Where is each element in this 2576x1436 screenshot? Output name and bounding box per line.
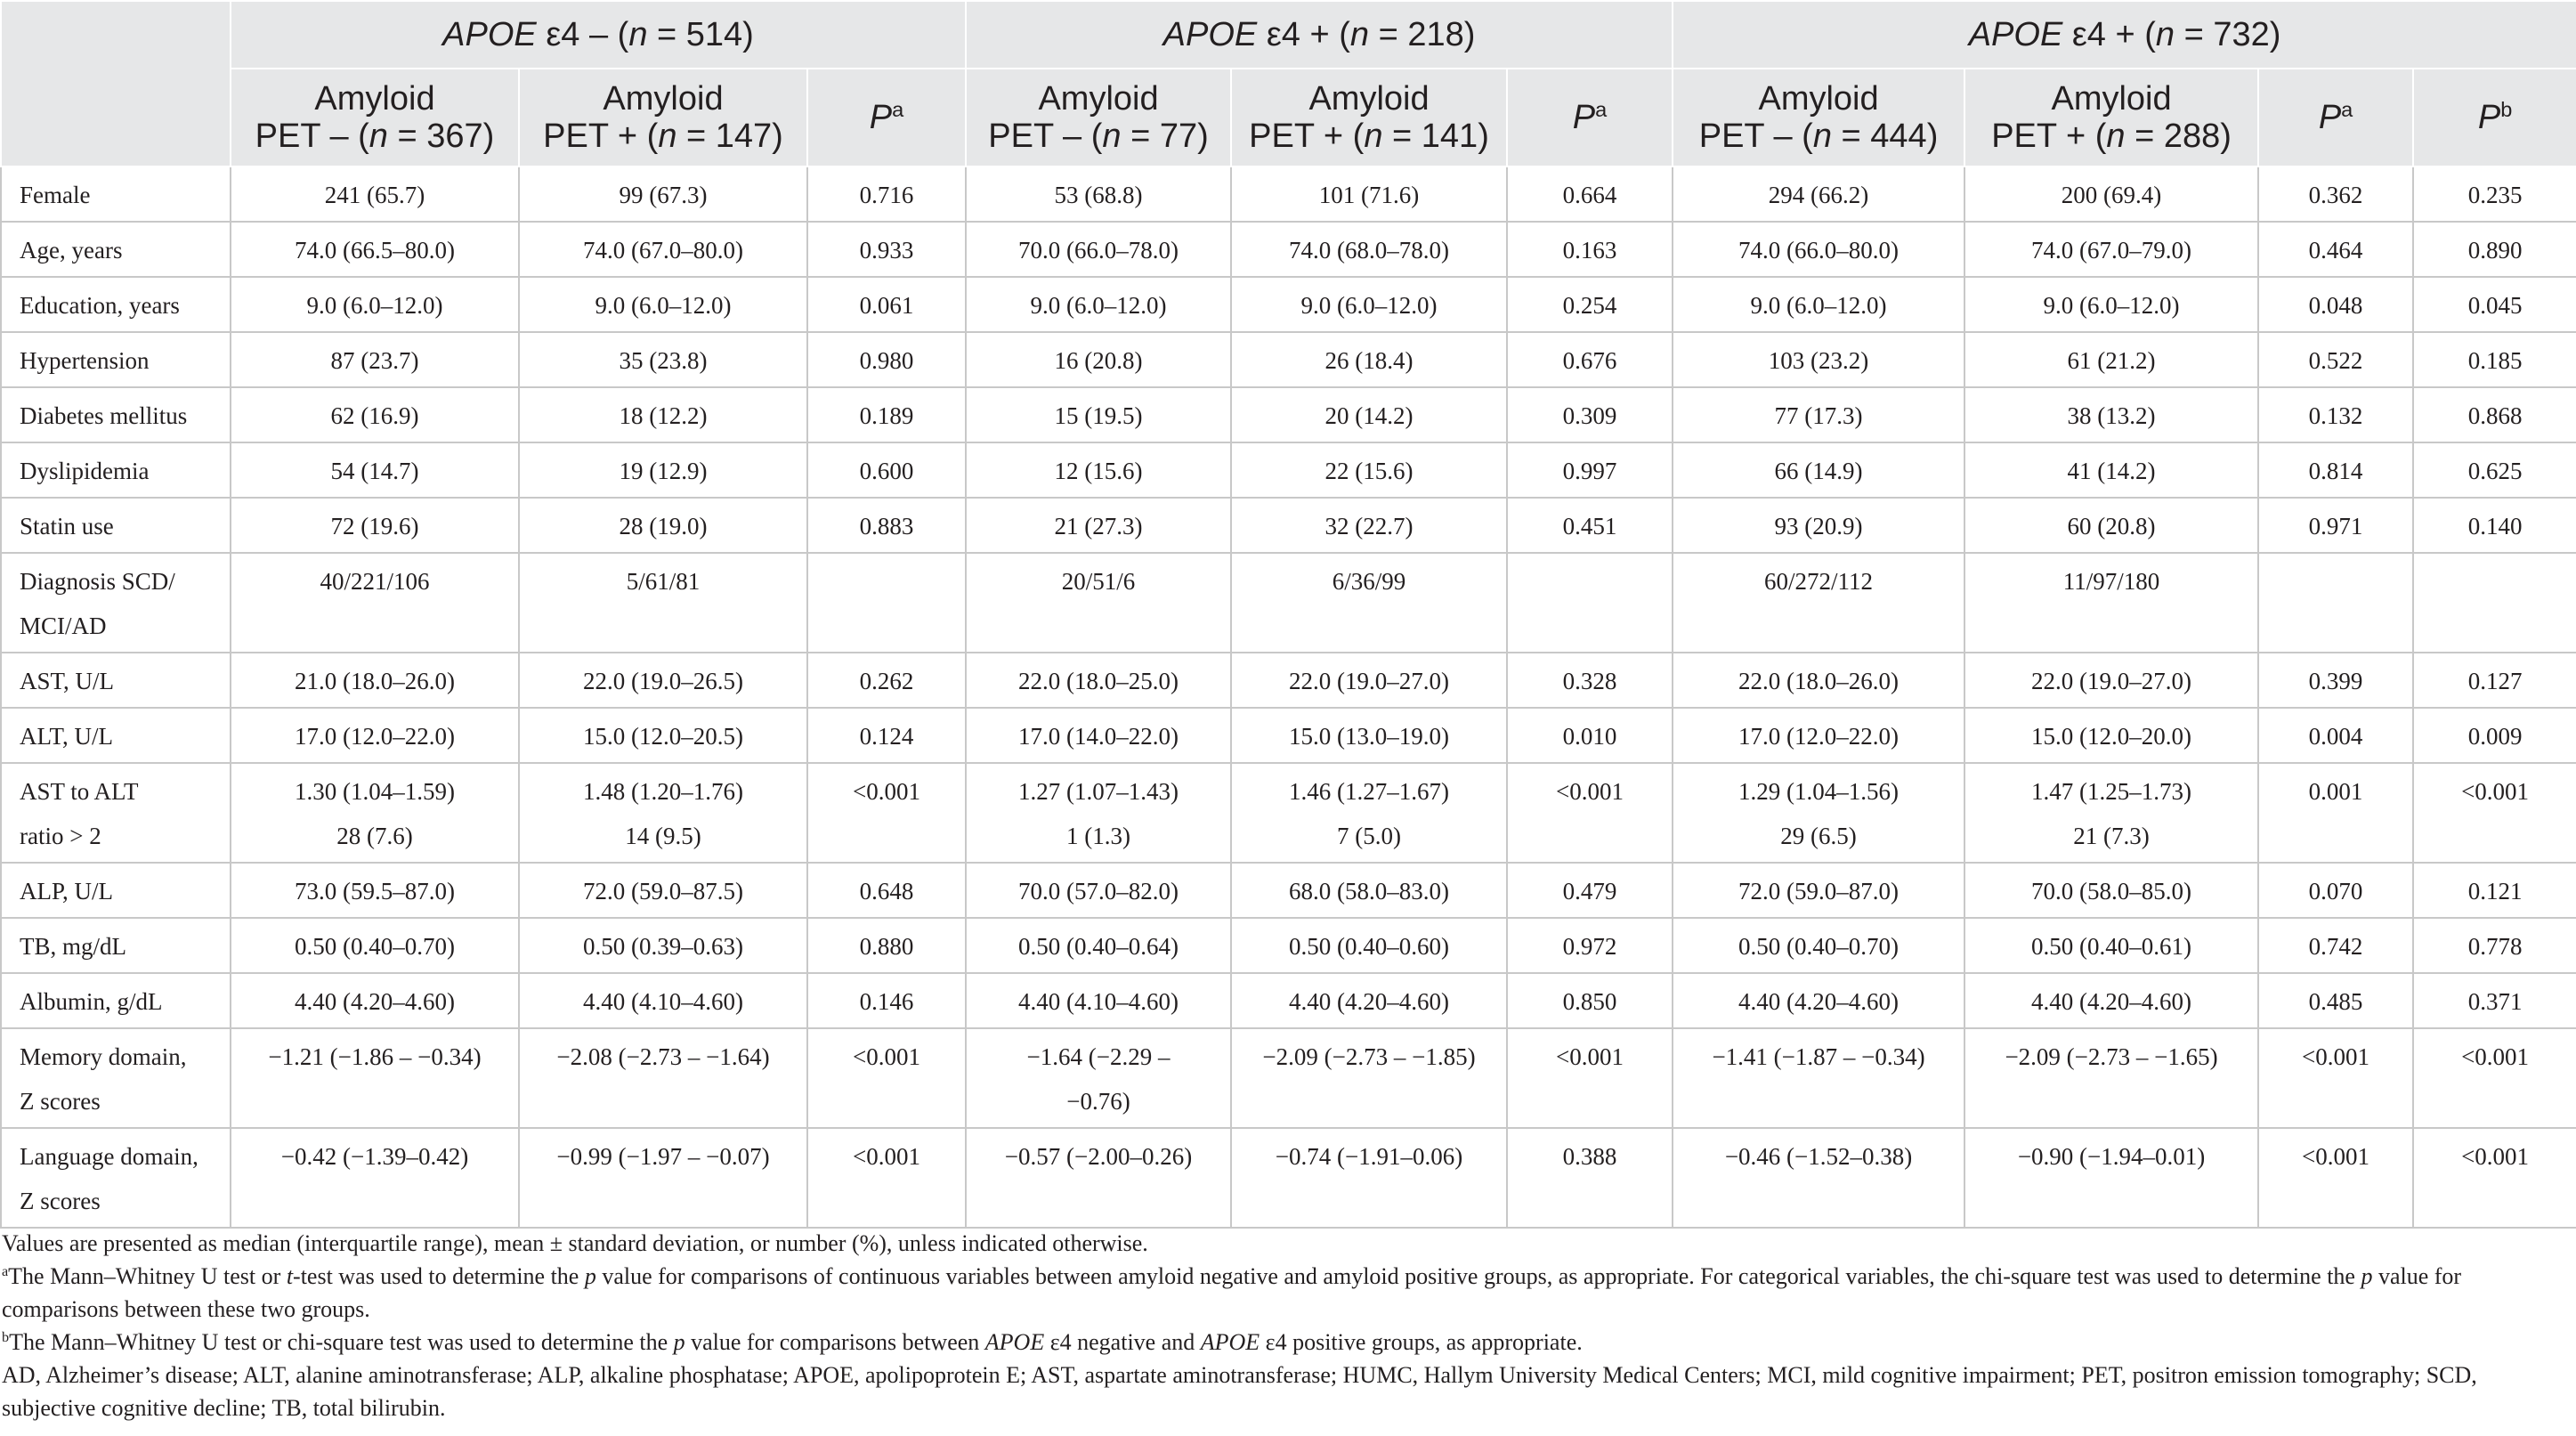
subheader-neg-1: Amyloid PET – (n = 367) xyxy=(231,69,519,166)
table-cell: <0.001 xyxy=(2413,1028,2576,1128)
table-cell: 73.0 (59.5–87.0) xyxy=(231,863,519,918)
table-cell: 9.0 (6.0–12.0) xyxy=(1964,277,2258,332)
table-cell: <0.001 xyxy=(1507,763,1673,863)
subheader-p-1: $P^a$ xyxy=(807,69,966,166)
table-cell: 28 (19.0) xyxy=(519,498,807,553)
table-cell: 5/61/81 xyxy=(519,553,807,653)
table-cell: 0.399 xyxy=(2258,653,2413,708)
subheader-pos-2: Amyloid PET + (n = 141) xyxy=(1231,69,1507,166)
table-cell: 35 (23.8) xyxy=(519,332,807,387)
table-cell: 0.485 xyxy=(2258,973,2413,1028)
table-cell: 74.0 (68.0–78.0) xyxy=(1231,222,1507,277)
table-cell: 294 (66.2) xyxy=(1673,166,1964,222)
table-cell: 70.0 (66.0–78.0) xyxy=(966,222,1231,277)
group-header-row xyxy=(1,1,2576,69)
table-cell: 0.625 xyxy=(2413,442,2576,498)
table-cell: 0.933 xyxy=(807,222,966,277)
table-cell: 22.0 (18.0–26.0) xyxy=(1673,653,1964,708)
table-row xyxy=(1,653,2576,708)
table-cell: −1.21 (−1.86 – −0.34) xyxy=(231,1028,519,1128)
table-cell: 241 (65.7) xyxy=(231,166,519,222)
table-cell: 17.0 (14.0–22.0) xyxy=(966,708,1231,763)
table-cell: 41 (14.2) xyxy=(1964,442,2258,498)
table-row xyxy=(1,918,2576,973)
table-cell: −2.09 (−2.73 – −1.65) xyxy=(1964,1028,2258,1128)
table-cell: 4.40 (4.20–4.60) xyxy=(1673,973,1964,1028)
table-cell: 93 (20.9) xyxy=(1673,498,1964,553)
table-cell: <0.001 xyxy=(807,1128,966,1228)
table-cell: 0.972 xyxy=(1507,918,1673,973)
table-cell: 0.716 xyxy=(807,166,966,222)
table-cell: 0.50 (0.40–0.60) xyxy=(1231,918,1507,973)
table-body xyxy=(1,166,2576,1228)
table-cell: <0.001 xyxy=(2413,1128,2576,1228)
table-cell: <0.001 xyxy=(2258,1028,2413,1128)
table-cell: −0.46 (−1.52–0.38) xyxy=(1673,1128,1964,1228)
table-row xyxy=(1,332,2576,387)
table-cell: 74.0 (66.5–80.0) xyxy=(231,222,519,277)
table-cell: 70.0 (57.0–82.0) xyxy=(966,863,1231,918)
table-cell: 87 (23.7) xyxy=(231,332,519,387)
table-row xyxy=(1,277,2576,332)
table-cell: 1.48 (1.20–1.76) 14 (9.5) xyxy=(519,763,807,863)
table-cell: 72 (19.6) xyxy=(231,498,519,553)
footnote-values: Values are presented as median (interquartile range), mean ± standard deviation, or number (%), unless indicated otherwise. xyxy=(2,1230,1148,1256)
table-row xyxy=(1,222,2576,277)
table-cell: 9.0 (6.0–12.0) xyxy=(1673,277,1964,332)
group-header-apoe-all: APOE ε4 + (n = 732) xyxy=(1673,1,2576,69)
table-cell: −0.99 (−1.97 – −0.07) xyxy=(519,1128,807,1228)
table-cell: 0.648 xyxy=(807,863,966,918)
table-cell: 54 (14.7) xyxy=(231,442,519,498)
table-cell xyxy=(2413,553,2576,653)
table-cell: 40/221/106 xyxy=(231,553,519,653)
table-cell: 0.121 xyxy=(2413,863,2576,918)
table-cell: 0.048 xyxy=(2258,277,2413,332)
row-label: ALT, U/L xyxy=(1,708,231,763)
footnote-a: $^a$The Mann–Whitney U test or t-test was used to determine the p value for comparisons of continuous variables between amyloid negative and amyloid positive groups, as appropriate. For categorical variables, the chi-square test was used to determine the p value for comparisons between these two groups. xyxy=(2,1263,2462,1322)
table-cell: 0.189 xyxy=(807,387,966,442)
table-cell: 0.262 xyxy=(807,653,966,708)
table-cell: 0.971 xyxy=(2258,498,2413,553)
table-cell: 0.254 xyxy=(1507,277,1673,332)
table-cell: 0.309 xyxy=(1507,387,1673,442)
table-cell: 0.50 (0.40–0.61) xyxy=(1964,918,2258,973)
table-cell: 0.163 xyxy=(1507,222,1673,277)
table-cell: 4.40 (4.20–4.60) xyxy=(1964,973,2258,1028)
table-cell: 72.0 (59.0–87.0) xyxy=(1673,863,1964,918)
table-cell: 74.0 (67.0–80.0) xyxy=(519,222,807,277)
table-cell: 0.850 xyxy=(1507,973,1673,1028)
table-cell: 9.0 (6.0–12.0) xyxy=(519,277,807,332)
table-cell: 0.010 xyxy=(1507,708,1673,763)
table-cell: −0.74 (−1.91–0.06) xyxy=(1231,1128,1507,1228)
subheader-p-2: $P^a$ xyxy=(1507,69,1673,166)
table-cell: 70.0 (58.0–85.0) xyxy=(1964,863,2258,918)
table-cell: 38 (13.2) xyxy=(1964,387,2258,442)
table-cell: 0.997 xyxy=(1507,442,1673,498)
table-cell: 0.676 xyxy=(1507,332,1673,387)
row-label: Hypertension xyxy=(1,332,231,387)
table-cell: 0.009 xyxy=(2413,708,2576,763)
table-cell: 12 (15.6) xyxy=(966,442,1231,498)
table-row xyxy=(1,442,2576,498)
table-cell: 11/97/180 xyxy=(1964,553,2258,653)
table-cell: 68.0 (58.0–83.0) xyxy=(1231,863,1507,918)
table-row xyxy=(1,387,2576,442)
table-cell: 0.868 xyxy=(2413,387,2576,442)
table-cell: 22.0 (19.0–27.0) xyxy=(1964,653,2258,708)
table-cell: 62 (16.9) xyxy=(231,387,519,442)
table-row xyxy=(1,166,2576,222)
row-label: Dyslipidemia xyxy=(1,442,231,498)
table-cell: <0.001 xyxy=(2258,1128,2413,1228)
table-cell: 0.185 xyxy=(2413,332,2576,387)
table-cell: 4.40 (4.10–4.60) xyxy=(519,973,807,1028)
row-label: Language domain, Z scores xyxy=(1,1128,231,1228)
table-cell: 1.30 (1.04–1.59) 28 (7.6) xyxy=(231,763,519,863)
table-cell: 9.0 (6.0–12.0) xyxy=(1231,277,1507,332)
table-cell: 0.479 xyxy=(1507,863,1673,918)
table-cell: 0.50 (0.39–0.63) xyxy=(519,918,807,973)
table-cell: −0.90 (−1.94–0.01) xyxy=(1964,1128,2258,1228)
table-cell: 0.600 xyxy=(807,442,966,498)
table-cell: 4.40 (4.20–4.60) xyxy=(231,973,519,1028)
table-cell: 16 (20.8) xyxy=(966,332,1231,387)
table-cell: 1.27 (1.07–1.43) 1 (1.3) xyxy=(966,763,1231,863)
table-cell: 20 (14.2) xyxy=(1231,387,1507,442)
table-cell: −2.09 (−2.73 – −1.85) xyxy=(1231,1028,1507,1128)
table-cell: 4.40 (4.10–4.60) xyxy=(966,973,1231,1028)
group-header-apoe-neg: APOE ε4 – (n = 514) xyxy=(231,1,966,69)
table-row xyxy=(1,708,2576,763)
table-cell: 0.328 xyxy=(1507,653,1673,708)
subheader-p-3: $P^a$ xyxy=(2258,69,2413,166)
subheader-pos-3: Amyloid PET + (n = 288) xyxy=(1964,69,2258,166)
table-cell: 0.522 xyxy=(2258,332,2413,387)
table-row xyxy=(1,553,2576,653)
group-header-apoe-pos: APOE ε4 + (n = 218) xyxy=(966,1,1673,69)
table-cell: 0.883 xyxy=(807,498,966,553)
row-label: AST to ALT ratio > 2 xyxy=(1,763,231,863)
table-cell: 0.664 xyxy=(1507,166,1673,222)
subheader-p-b: $P^b$ xyxy=(2413,69,2576,166)
table-row xyxy=(1,763,2576,863)
table-cell: 0.50 (0.40–0.70) xyxy=(1673,918,1964,973)
table-cell: 0.980 xyxy=(807,332,966,387)
table-cell: −0.42 (−1.39–0.42) xyxy=(231,1128,519,1228)
table-cell: 0.742 xyxy=(2258,918,2413,973)
table-cell: 17.0 (12.0–22.0) xyxy=(1673,708,1964,763)
row-label: Statin use xyxy=(1,498,231,553)
subheader-pos-1: Amyloid PET + (n = 147) xyxy=(519,69,807,166)
table-cell: 0.451 xyxy=(1507,498,1673,553)
table-cell: 0.371 xyxy=(2413,973,2576,1028)
table-cell: 20/51/6 xyxy=(966,553,1231,653)
table-cell: 26 (18.4) xyxy=(1231,332,1507,387)
table-row xyxy=(1,973,2576,1028)
table-cell: 15.0 (12.0–20.5) xyxy=(519,708,807,763)
table-footnotes xyxy=(0,1227,2564,1424)
table-row xyxy=(1,1128,2576,1228)
subheader-neg-3: Amyloid PET – (n = 444) xyxy=(1673,69,1964,166)
row-label: Education, years xyxy=(1,277,231,332)
table-cell xyxy=(2258,553,2413,653)
table-cell: 4.40 (4.20–4.60) xyxy=(1231,973,1507,1028)
table-cell: 15 (19.5) xyxy=(966,387,1231,442)
table-cell: 0.50 (0.40–0.70) xyxy=(231,918,519,973)
row-label: Female xyxy=(1,166,231,222)
table-cell: 32 (22.7) xyxy=(1231,498,1507,553)
table-cell: 17.0 (12.0–22.0) xyxy=(231,708,519,763)
table-cell: 0.001 xyxy=(2258,763,2413,863)
table-cell: 0.890 xyxy=(2413,222,2576,277)
table-row xyxy=(1,1028,2576,1128)
table-cell: 77 (17.3) xyxy=(1673,387,1964,442)
table-cell: <0.001 xyxy=(2413,763,2576,863)
table-cell: 0.50 (0.40–0.64) xyxy=(966,918,1231,973)
table-cell: 1.29 (1.04–1.56) 29 (6.5) xyxy=(1673,763,1964,863)
corner-header xyxy=(1,1,231,166)
table-cell: 99 (67.3) xyxy=(519,166,807,222)
table-cell: −0.57 (−2.00–0.26) xyxy=(966,1128,1231,1228)
table-cell: 74.0 (67.0–79.0) xyxy=(1964,222,2258,277)
table-cell: 0.127 xyxy=(2413,653,2576,708)
sub-header-row xyxy=(1,69,2576,166)
row-label: Albumin, g/dL xyxy=(1,973,231,1028)
table-cell: 200 (69.4) xyxy=(1964,166,2258,222)
table-cell: 0.880 xyxy=(807,918,966,973)
table-cell: 60/272/112 xyxy=(1673,553,1964,653)
table-cell: 0.388 xyxy=(1507,1128,1673,1228)
table-cell xyxy=(807,553,966,653)
table-cell: 21 (27.3) xyxy=(966,498,1231,553)
table-cell: 0.061 xyxy=(807,277,966,332)
table-cell: 21.0 (18.0–26.0) xyxy=(231,653,519,708)
footnote-abbreviations: AD, Alzheimer’s disease; ALT, alanine aminotransferase; ALP, alkaline phosphatase; APOE, apolipoprotein E; AST, aspartate aminotransferase; HUMC, Hallym University Medical Centers; MCI, mild cognitive impairment; PET, positron emission tomography; SCD, subjective cognitive decline; TB, total bilirubin. xyxy=(2,1362,2477,1421)
table-cell: 0.778 xyxy=(2413,918,2576,973)
footnote-b: $^b$The Mann–Whitney U test or chi-square test was used to determine the p value for comparisons between APOE ε4 negative and APOE ε4 positive groups, as appropriate. xyxy=(2,1329,1583,1355)
table-cell: 0.146 xyxy=(807,973,966,1028)
table-cell: 1.46 (1.27–1.67) 7 (5.0) xyxy=(1231,763,1507,863)
row-label: Age, years xyxy=(1,222,231,277)
table-cell: 0.235 xyxy=(2413,166,2576,222)
table-cell: 0.070 xyxy=(2258,863,2413,918)
table-cell: 0.464 xyxy=(2258,222,2413,277)
row-label: AST, U/L xyxy=(1,653,231,708)
table-cell: 0.004 xyxy=(2258,708,2413,763)
table-cell: 9.0 (6.0–12.0) xyxy=(966,277,1231,332)
table-cell: 15.0 (12.0–20.0) xyxy=(1964,708,2258,763)
table-cell: 19 (12.9) xyxy=(519,442,807,498)
table-cell: −1.64 (−2.29 – −0.76) xyxy=(966,1028,1231,1128)
table-cell: <0.001 xyxy=(1507,1028,1673,1128)
table-cell: 72.0 (59.0–87.5) xyxy=(519,863,807,918)
table-cell: 74.0 (66.0–80.0) xyxy=(1673,222,1964,277)
table-cell: 0.362 xyxy=(2258,166,2413,222)
table-cell: 1.47 (1.25–1.73) 21 (7.3) xyxy=(1964,763,2258,863)
table-cell: 0.814 xyxy=(2258,442,2413,498)
row-label: TB, mg/dL xyxy=(1,918,231,973)
table-row xyxy=(1,498,2576,553)
table-cell: 101 (71.6) xyxy=(1231,166,1507,222)
table-cell: 9.0 (6.0–12.0) xyxy=(231,277,519,332)
row-label: Diabetes mellitus xyxy=(1,387,231,442)
table-cell: 22 (15.6) xyxy=(1231,442,1507,498)
table-cell: <0.001 xyxy=(807,763,966,863)
table-cell: 0.140 xyxy=(2413,498,2576,553)
table-cell: 0.132 xyxy=(2258,387,2413,442)
table-cell: 66 (14.9) xyxy=(1673,442,1964,498)
table-cell: 6/36/99 xyxy=(1231,553,1507,653)
table-cell: −1.41 (−1.87 – −0.34) xyxy=(1673,1028,1964,1128)
row-label: Memory domain, Z scores xyxy=(1,1028,231,1128)
row-label: ALP, U/L xyxy=(1,863,231,918)
table-cell: 53 (68.8) xyxy=(966,166,1231,222)
table-cell: 22.0 (19.0–26.5) xyxy=(519,653,807,708)
table-cell: 15.0 (13.0–19.0) xyxy=(1231,708,1507,763)
table-cell: 0.045 xyxy=(2413,277,2576,332)
table-cell: 22.0 (19.0–27.0) xyxy=(1231,653,1507,708)
table-cell: 61 (21.2) xyxy=(1964,332,2258,387)
subheader-neg-2: Amyloid PET – (n = 77) xyxy=(966,69,1231,166)
table-cell xyxy=(1507,553,1673,653)
table-cell: 18 (12.2) xyxy=(519,387,807,442)
table-cell: −2.08 (−2.73 – −1.64) xyxy=(519,1028,807,1128)
table-cell: 103 (23.2) xyxy=(1673,332,1964,387)
table-cell: 60 (20.8) xyxy=(1964,498,2258,553)
table-row xyxy=(1,863,2576,918)
table-cell: <0.001 xyxy=(807,1028,966,1128)
table-cell: 0.124 xyxy=(807,708,966,763)
table-cell: 22.0 (18.0–25.0) xyxy=(966,653,1231,708)
row-label: Diagnosis SCD/ MCI/AD xyxy=(1,553,231,653)
